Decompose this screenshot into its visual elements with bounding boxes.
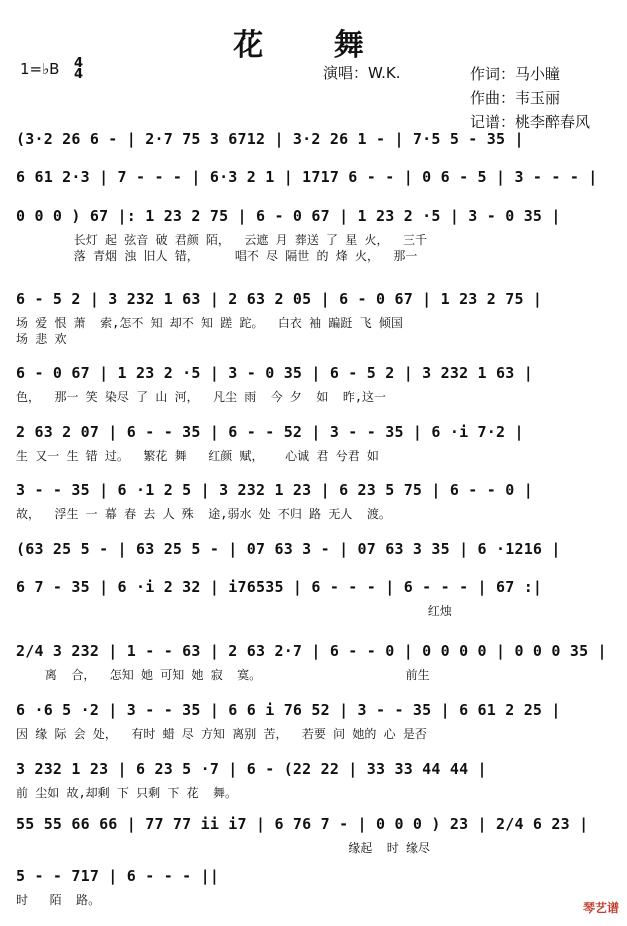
watermark-logo: 琴艺谱 xyxy=(582,901,619,915)
lyrics-verse-1: 离 合， 怎知 她 可知 她 寂 寞。 前生 xyxy=(16,668,430,682)
lyrics-verse-2: 场 悲 欢 xyxy=(16,332,67,346)
lyrics-verse-1: 因 缘 际 会 处， 有时 蜡 尽 方知 离别 苦， 若要 问 她的 心 是否 xyxy=(16,727,427,741)
notes: 55 55 66 66 | 77 77 ii i7 | 6 76 7 - | 0 0 0 ) 23 | 2/4 6 23 | xyxy=(16,815,589,833)
lyrics-verse-2: 落 青烟 浊 旧人 错， 唱不 尽 隔世 的 烽 火， 那一 xyxy=(16,249,418,263)
notes: 6 7 - 35 | 6 ·i 2 32 | i76535 | 6 - - - | 6 - - - | 67 :| xyxy=(16,578,543,596)
transcriber: 记谱：桃李醉春风 xyxy=(470,113,591,131)
lyrics-verse-1: 长灯 起 弦音 破 君颜 陌， 云遮 月 葬送 了 星 火， 三千 xyxy=(16,233,427,247)
lyrics-verse-1: 色， 那一 笑 染尽 了 山 河， 凡尘 雨 今 夕 如 昨,这一 xyxy=(16,390,387,404)
singer: 演唱：W.K. xyxy=(323,64,401,82)
notes: 5 - - 717 | 6 - - - || xyxy=(16,867,220,885)
time-signature xyxy=(74,58,83,80)
composer: 作曲：韦玉丽 xyxy=(470,89,561,107)
lyrics-verse-1: 缘起 时 缘尽 xyxy=(16,841,431,855)
notes: 6 61 2·3 | 7 - - - | 6·3 2 1 | 1717 6 - - | 0 6 - 5 | 3 - - - | xyxy=(16,168,598,186)
notes: 6 - 5 2 | 3 232 1 63 | 2 63 2 05 | 6 - 0 67 | 1 23 2 75 | xyxy=(16,290,543,308)
notes: 6 - 0 67 | 1 23 2 ·5 | 3 - 0 35 | 6 - 5 2 | 3 232 1 63 | xyxy=(16,364,533,382)
lyrics-verse-1: 时 陌 路。 xyxy=(16,893,101,907)
meter-top: 4 xyxy=(74,56,84,71)
notes: 3 - - 35 | 6 ·1 2 5 | 3 232 1 23 | 6 23 5 75 | 6 - - 0 | xyxy=(16,481,533,499)
lyrics-verse-1: 场 爱 恨 萧 索,怎不 知 却不 知 蹉 跎。 白衣 袖 蹁跹 飞 倾国 xyxy=(16,316,403,330)
lyricist: 作词：马小瞳 xyxy=(470,65,561,83)
lyrics-verse-1: 红烛 xyxy=(16,604,452,618)
notes: 2/4 3 232 | 1 - - 63 | 2 63 2·7 | 6 - - 0 | 0 0 0 0 | 0 0 0 35 | xyxy=(16,642,607,660)
credits xyxy=(470,62,590,134)
meter-bottom: 4 xyxy=(74,67,84,82)
song-title: 花 舞 xyxy=(233,28,394,63)
notes: 6 ·6 5 ·2 | 3 - - 35 | 6 6 i 76 52 | 3 - - 35 | 6 61 2 25 | xyxy=(16,701,561,719)
lyrics-verse-1: 生 又一 生 错 过。 繁花 舞 红颜 赋， 心诚 君 兮君 如 xyxy=(16,449,379,463)
notes: (63 25 5 - | 63 25 5 - | 07 63 3 - | 07 63 3 35 | 6 ·1216 | xyxy=(16,540,561,558)
notes: 0 0 0 ) 67 |: 1 23 2 75 | 6 - 0 67 | 1 23 2 ·5 | 3 - 0 35 | xyxy=(16,207,561,225)
lyrics-verse-1: 故， 浮生 一 幕 春 去 人 殊 途,弱水 处 不归 路 无人 渡。 xyxy=(16,507,391,521)
notes: 3 232 1 23 | 6 23 5 ·7 | 6 - (22 22 | 33 33 44 44 | xyxy=(16,760,487,778)
notes: (3·2 26 6 - | 2·7 75 3 6712 | 3·2 26 1 - | 7·5 5 - 35 | xyxy=(16,130,524,148)
lyrics-verse-1: 前 尘如 故,却剩 下 只剩 下 花 舞。 xyxy=(16,786,238,800)
key-signature: 1=♭B xyxy=(20,60,60,78)
notes: 2 63 2 07 | 6 - - 35 | 6 - - 52 | 3 - - 35 | 6 ·i 7·2 | xyxy=(16,423,524,441)
